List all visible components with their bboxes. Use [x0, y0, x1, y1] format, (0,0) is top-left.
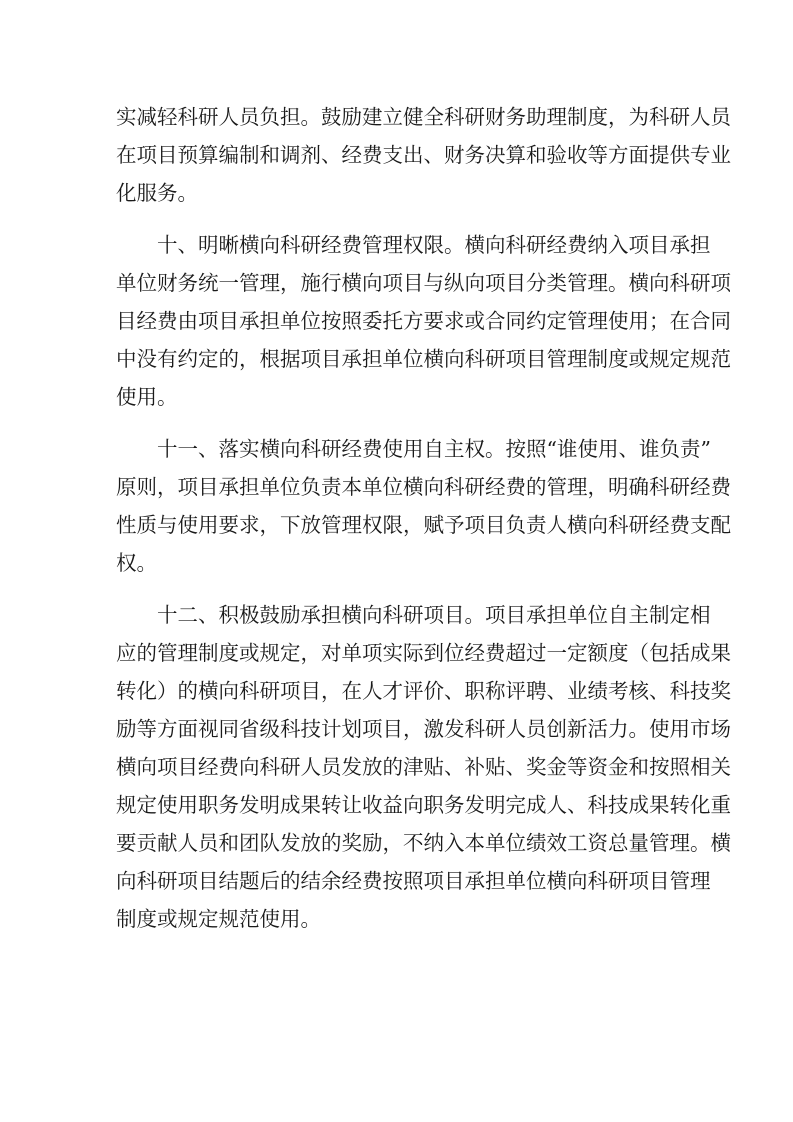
text-line: 应的管理制度或规定，对单项实际到位经费超过一定额度（包括成果: [116, 641, 731, 665]
text-line: 要贡献人员和团队发放的奖励，不纳入本单位绩效工资总量管理。横: [116, 831, 731, 855]
text-line: 原则，项目承担单位负责本单位横向科研经费的管理，明确科研经费: [116, 475, 731, 499]
text-line: 十二、积极鼓励承担横向科研项目。项目承担单位自主制定相: [157, 603, 711, 627]
text-line: 十、明晰横向科研经费管理权限。横向科研经费纳入项目承担: [157, 233, 711, 257]
paragraph-item-ten: [116, 226, 731, 416]
text-line: 中没有约定的，根据项目承担单位横向科研项目管理制度或规定规范: [116, 347, 731, 371]
text-line: 十一、落实横向科研经费使用自主权。按照“谁使用、谁负责”: [157, 437, 711, 461]
text-line: 转化）的横向科研项目，在人才评价、职称评聘、业绩考核、科技奖: [116, 679, 731, 703]
paragraph-item-eleven: [116, 430, 731, 582]
text-line: 规定使用职务发明成果转让收益向职务发明完成人、科技成果转化重: [116, 793, 731, 817]
paragraph-item-twelve: [116, 596, 731, 938]
document-body: [116, 98, 731, 952]
text-line: 实减轻科研人员负担。鼓励建立健全科研财务助理制度，为科研人员: [116, 105, 731, 129]
text-line: 化服务。: [116, 181, 198, 205]
text-line: 目经费由项目承担单位按照委托方要求或合同约定管理使用；在合同: [116, 309, 731, 333]
text-line: 向科研项目结题后的结余经费按照项目承担单位横向科研项目管理: [116, 869, 711, 893]
text-line: 使用。: [116, 385, 178, 409]
text-line: 单位财务统一管理，施行横向项目与纵向项目分类管理。横向科研项: [116, 271, 731, 295]
text-line: 权。: [116, 551, 157, 575]
text-line: 制度或规定规范使用。: [116, 907, 321, 931]
text-line: 性质与使用要求，下放管理权限，赋予项目负责人横向科研经费支配: [116, 513, 731, 537]
text-line: 横向项目经费向科研人员发放的津贴、补贴、奖金等资金和按照相关: [116, 755, 731, 779]
paragraph-continuation: [116, 98, 731, 212]
text-line: 励等方面视同省级科技计划项目，激发科研人员创新活力。使用市场: [116, 717, 731, 741]
text-line: 在项目预算编制和调剂、经费支出、财务决算和验收等方面提供专业: [116, 143, 731, 167]
